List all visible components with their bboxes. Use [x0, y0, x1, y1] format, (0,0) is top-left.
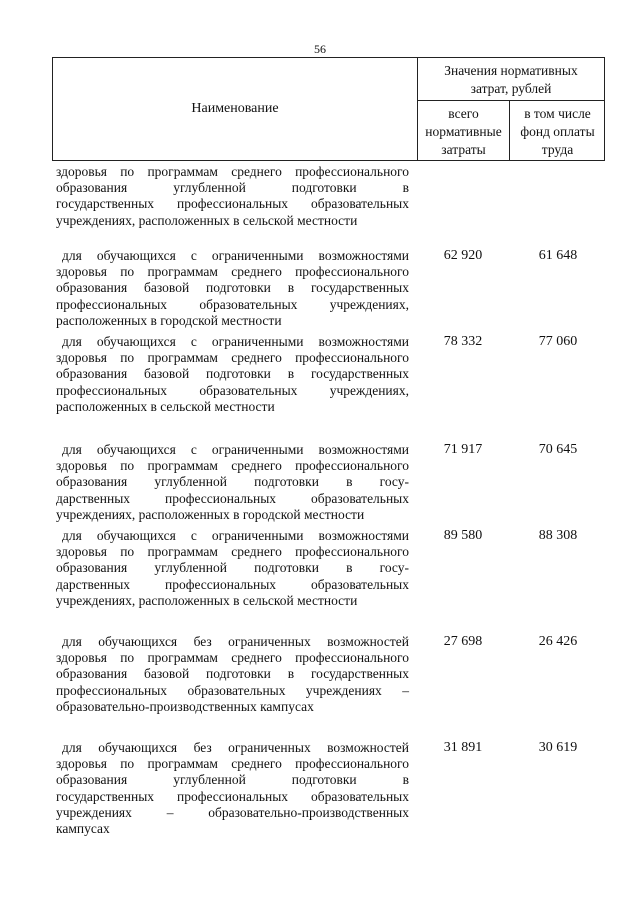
row-line: расположенных в городской местности — [56, 312, 282, 328]
row-line: образования базовой подготовки в государственных — [56, 366, 409, 382]
row-line: учреждениях, расположенных в городской местности — [56, 506, 365, 522]
row-total-value: 62 920 — [443, 248, 483, 263]
row-line: учреждениях, расположенных в сельской местности — [56, 592, 358, 608]
table-row-description — [56, 740, 409, 837]
row-line: для обучающихся с ограниченными возможностями — [62, 334, 409, 349]
table-row-description — [56, 634, 409, 715]
row-wage-value: 77 060 — [538, 334, 578, 349]
row-line: здоровья по программам среднего профессионального — [56, 544, 409, 560]
row-line: кампусах — [56, 820, 110, 836]
header-group-line1: Значения нормативных — [444, 63, 578, 78]
header-wage-line2: фонд оплаты — [520, 124, 595, 139]
row-line: образования базовой подготовки в государственных — [56, 280, 409, 296]
row-line: для обучающихся с ограниченными возможностями — [62, 248, 409, 263]
row-total-value: 89 580 — [443, 528, 483, 543]
header-total-costs — [418, 101, 510, 160]
row-wage-value: 70 645 — [538, 442, 578, 457]
header-total-line2: нормативные — [425, 124, 502, 139]
row-total-value: 31 891 — [443, 740, 483, 755]
table-row-description — [56, 334, 409, 415]
row-line: государственных профессиональных образовательных — [56, 196, 409, 212]
row-total-value: 27 698 — [443, 634, 483, 649]
table-header — [52, 57, 605, 161]
row-line: здоровья по программам среднего профессионального — [56, 350, 409, 366]
row-line: государственных профессиональных образовательных — [56, 788, 409, 804]
row-line: профессиональных образовательных учреждениях – — [56, 682, 409, 698]
row-wage-value: 61 648 — [538, 248, 578, 263]
row-line: здоровья по программам среднего профессионального — [56, 264, 409, 280]
header-wage-line1: в том числе — [524, 106, 591, 121]
row-line: образования углубленной подготовки в госу- — [56, 560, 409, 576]
row-line: профессиональных образовательных учреждениях, — [56, 296, 409, 312]
header-wage-line3: труда — [541, 142, 574, 157]
row-total-value: 78 332 — [443, 334, 483, 349]
table-row-description — [56, 164, 409, 229]
row-wage-value: 88 308 — [538, 528, 578, 543]
row-line: здоровья по программам среднего профессионального — [56, 164, 409, 179]
row-line: для обучающихся с ограниченными возможностями — [62, 528, 409, 543]
row-line: образования углубленной подготовки в — [56, 180, 409, 196]
row-wage-value: 26 426 — [538, 634, 578, 649]
row-line: образования углубленной подготовки в — [56, 772, 409, 788]
row-line: образования углубленной подготовки в госу- — [56, 474, 409, 490]
table-row-description — [56, 442, 409, 523]
header-total-line1: всего — [448, 106, 479, 121]
row-line: для обучающихся с ограниченными возможностями — [62, 442, 409, 457]
header-name: Наименование — [53, 58, 418, 160]
row-line: дарственных профессиональных образовательных — [56, 576, 409, 592]
row-line: учреждениях – образовательно-производственных — [56, 804, 409, 820]
header-group-line2: затрат, рублей — [470, 81, 552, 96]
row-line: здоровья по программам среднего профессионального — [56, 650, 409, 666]
table-row-description — [56, 248, 409, 329]
row-line: для обучающихся без ограниченных возможностей — [62, 740, 409, 755]
table-row-description — [56, 528, 409, 609]
row-line: образовательно-производственных кампусах — [56, 698, 314, 714]
page-number: 56 — [314, 42, 326, 56]
row-line: здоровья по программам среднего профессионального — [56, 458, 409, 474]
row-line: профессиональных образовательных учреждениях, — [56, 382, 409, 398]
row-line: образования базовой подготовки в государственных — [56, 666, 409, 682]
row-line: для обучающихся без ограниченных возможностей — [62, 634, 409, 649]
header-total-line3: затраты — [441, 142, 486, 157]
row-line: здоровья по программам среднего профессионального — [56, 756, 409, 772]
row-line: учреждениях, расположенных в сельской местности — [56, 212, 358, 228]
row-line: расположенных в сельской местности — [56, 398, 275, 414]
row-line: дарственных профессиональных образовательных — [56, 490, 409, 506]
header-wage-fund — [511, 101, 604, 160]
header-values-group — [418, 58, 604, 101]
row-wage-value: 30 619 — [538, 740, 578, 755]
row-total-value: 71 917 — [443, 442, 483, 457]
